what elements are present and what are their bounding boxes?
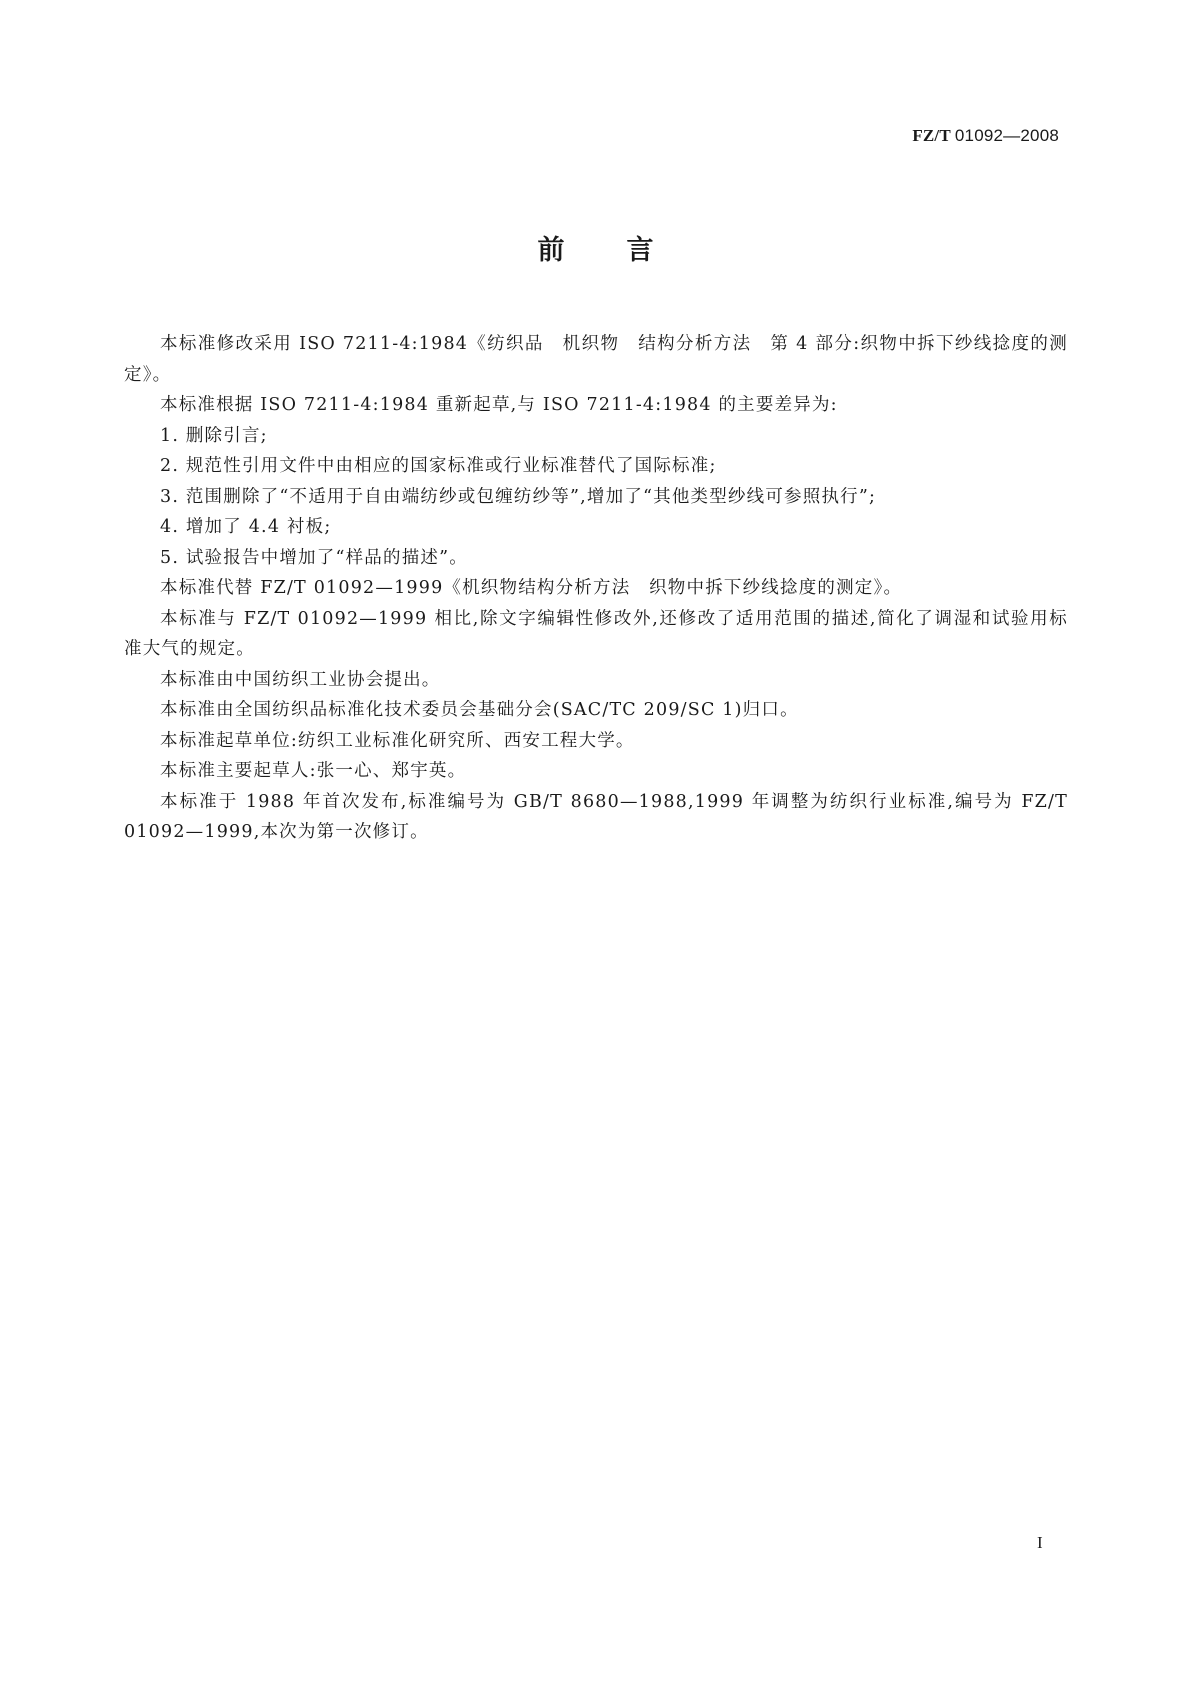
difference-item: 2. 规范性引用文件中由相应的国家标准或行业标准替代了国际标准;	[160, 456, 717, 476]
page-title	[0, 228, 1191, 267]
paragraph-changes: 本标准与 FZ/T 01092—1999 相比,除文字编辑性修改外,还修改了适用范围的描述,简化了调湿和试验用标准大气的规定。	[124, 608, 1068, 659]
standard-number	[912, 126, 1059, 146]
paragraph-replaces: 本标准代替 FZ/T 01092—1999《机织物结构分析方法 织物中拆下纱线捻度的测定》。	[160, 578, 903, 598]
difference-item: 1. 删除引言;	[160, 425, 268, 446]
standard-prefix: FZ/T	[912, 126, 951, 145]
difference-item: 3. 范围删除了“不适用于自由端纺纱或包缠纺纱等”,增加了“其他类型纱线可参照执行”;	[160, 486, 877, 507]
standard-code: 01092—2008	[954, 126, 1059, 145]
paragraph-committee: 本标准由全国纺织品标准化技术委员会基础分会(SAC/TC 209/SC 1)归口。	[160, 700, 799, 720]
title-char-1: 前	[537, 235, 565, 266]
difference-item: 4. 增加了 4.4 衬板;	[160, 517, 332, 537]
paragraph-proposer: 本标准由中国纺织工业协会提出。	[160, 669, 441, 690]
paragraph-history: 本标准于 1988 年首次发布,标准编号为 GB/T 8680—1988,1999 年调整为纺织行业标准,编号为 FZ/T 01092—1999,本次为第一次修订。	[124, 791, 1068, 842]
difference-item: 5. 试验报告中增加了“样品的描述”。	[160, 547, 468, 568]
title-char-2: 言	[626, 235, 654, 266]
paragraph-drafting-units: 本标准起草单位:纺织工业标准化研究所、西安工程大学。	[160, 730, 635, 751]
paragraph-adoption: 本标准修改采用 ISO 7211-4:1984《纺织品 机织物 结构分析方法 第 4 部分:织物中拆下纱线捻度的测定》。	[124, 334, 1068, 385]
paragraph-differences-intro: 本标准根据 ISO 7211-4:1984 重新起草,与 ISO 7211-4:1984 的主要差异为:	[160, 395, 838, 415]
page-number: I	[1037, 1533, 1043, 1552]
paragraph-drafters: 本标准主要起草人:张一心、郑宇英。	[160, 761, 467, 781]
foreword-body	[124, 329, 1068, 848]
